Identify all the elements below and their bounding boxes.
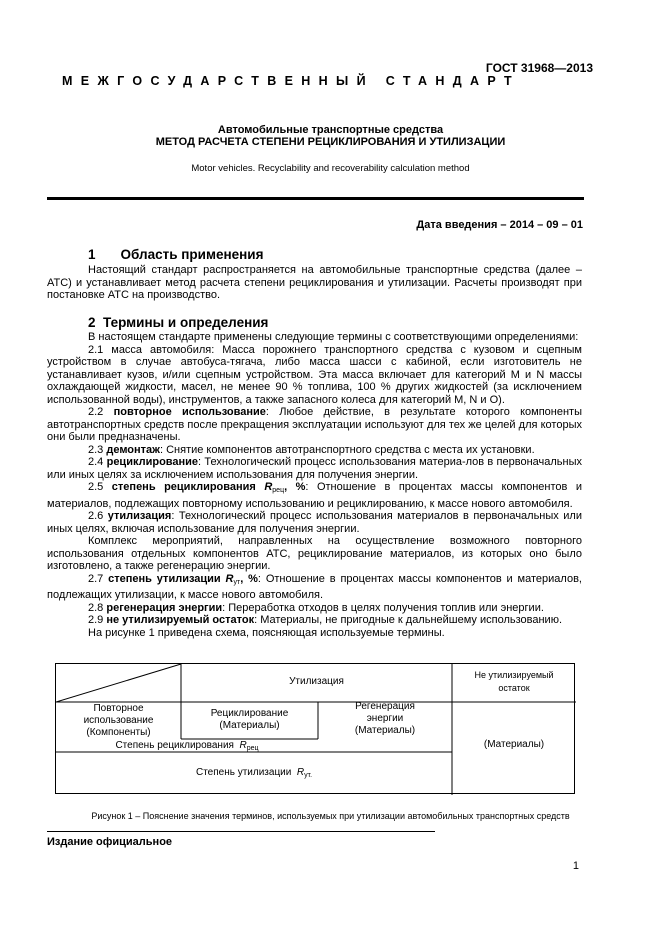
- title-line-1: Автомобильные транспортные средства: [217, 124, 444, 136]
- section-1-heading: [88, 247, 263, 262]
- term-2-7: 2.7 степень утилизации $R_{ут}$, %: Отношение в процентах массы компонентов и материалов, подлежащих утилизации, к массе нового автомобиля.: [47, 572, 582, 601]
- page-number: 1: [572, 860, 579, 872]
- term-2-9: 2.9 не утилизируемый остаток: Материалы, не пригодные к дальнейшему использованию.: [88, 614, 563, 626]
- standard-banner: МЕЖГОСУДАРСТВЕННЫЙ СТАНДАРТ: [62, 74, 520, 88]
- section-1-title: Область применения: [120, 247, 264, 262]
- term-2-1: 2.1 масса автомобиля: Масса порожнего транспортного средства с кузовом и сцепным устройством в случае автобуса-тягача, либо масса шасси с кабиной, если изготовитель не устанавливает кузов, и/или сцепным устройством. Эта масса включает для категорий M и N массы охлаждающей жидкости, масел, не менее 90 % топлива, 100 % других жидкостей (за исключением использованной воды), инструментов, а также запасного колеса для категорий M, N и O).: [47, 343, 582, 406]
- reuse-cell: Повторное использование (Компоненты): [83, 703, 154, 738]
- figure-reference: На рисунке 1 приведена схема, поясняющая используемые термины.: [88, 626, 445, 639]
- term-2-4: 2.4 рециклирование: Технологический процесс использования материа-лов в первоначальных или иных целях за исключением использования для получения энергии.: [47, 456, 582, 481]
- section-2-title: Термины и определения: [103, 315, 269, 330]
- recycling-cell: Рециклирование (Материалы): [210, 708, 289, 731]
- energy-regeneration-cell: Регенерация энергии (Материалы): [354, 701, 416, 736]
- term-2-6: 2.6 утилизация: Технологический процесс использования материалов в первоначальных или иных целях, включая использование для получения энергии.: [47, 510, 582, 535]
- term-2-2: 2.2 повторное использование: Любое действие, в результате которого компоненты автотранспортных средств после прекращения эксплуатации используют для тех же целей для которых они были предназначены.: [47, 406, 582, 443]
- official-edition: Издание официальное: [47, 836, 173, 848]
- section-2-number: 2: [88, 315, 96, 330]
- title-english: Motor vehicles. Recyclability and recoverability calculation method: [191, 163, 470, 174]
- non-utilizable-header: Не утилизируемый остаток: [474, 670, 554, 693]
- term-2-3: 2.3 демонтаж: Снятие компонентов автотранспортного средства с места их установки.: [88, 443, 535, 456]
- term-2-5: 2.5 степень рециклирования $R_{рец}$, %: Отношение в процентах массы компонентов и материалов, подлежащих повторному использованию и рециклированию, к массе нового автомобиля.: [47, 481, 582, 510]
- section-1-number: 1: [88, 247, 96, 262]
- section-2-body: [47, 331, 582, 639]
- section-2-intro: В настоящем стандарте применены следующие термины с соответствующими определениями:: [88, 331, 579, 343]
- term-2-8: 2.8 регенерация энергии: Переработка отходов в целях получения топлив или энергии.: [88, 601, 544, 614]
- utilization-degree-label: Степень утилизации $R_{ут.}$: [195, 767, 313, 779]
- figure-caption: Рисунок 1 – Пояснение значения терминов, используемых при утилизации автомобильных транспортных средств: [91, 811, 570, 821]
- diagonal-line: [56, 664, 181, 702]
- materials-cell: (Материалы): [483, 739, 545, 750]
- title-line-2: МЕТОД РАСЧЕТА СТЕПЕНИ РЕЦИКЛИРОВАНИЯ И УТИЛИЗАЦИИ: [155, 136, 506, 148]
- term-2-6-extra: Комплекс мероприятий, направленных на осуществление возможного повторного использования отдельных компонентов АТС, рециклирование материалов, из которых оно было изготовлено, а также регенерацию энергии.: [47, 535, 582, 572]
- introduction-date: Дата введения – 2014 – 09 – 01: [416, 219, 583, 231]
- section-2-heading: [88, 315, 268, 330]
- figure-1-scheme: [55, 663, 575, 794]
- section-1-text: Настоящий стандарт распространяется на автомобильные транспортные средства (далее – АТС) и устанавливает метод расчета степени рециклирования и утилизации. Расчеты производят при постановке АТС на производство.: [47, 264, 582, 301]
- gost-number: ГОСТ 31968—2013: [485, 61, 593, 75]
- title-rule: [47, 197, 584, 200]
- recycling-degree-label: Степень рециклирования $R_{рец}$: [115, 740, 259, 752]
- section-1-body: [47, 264, 582, 302]
- utilization-header: Утилизация: [289, 676, 344, 687]
- footer-rule: [47, 831, 435, 832]
